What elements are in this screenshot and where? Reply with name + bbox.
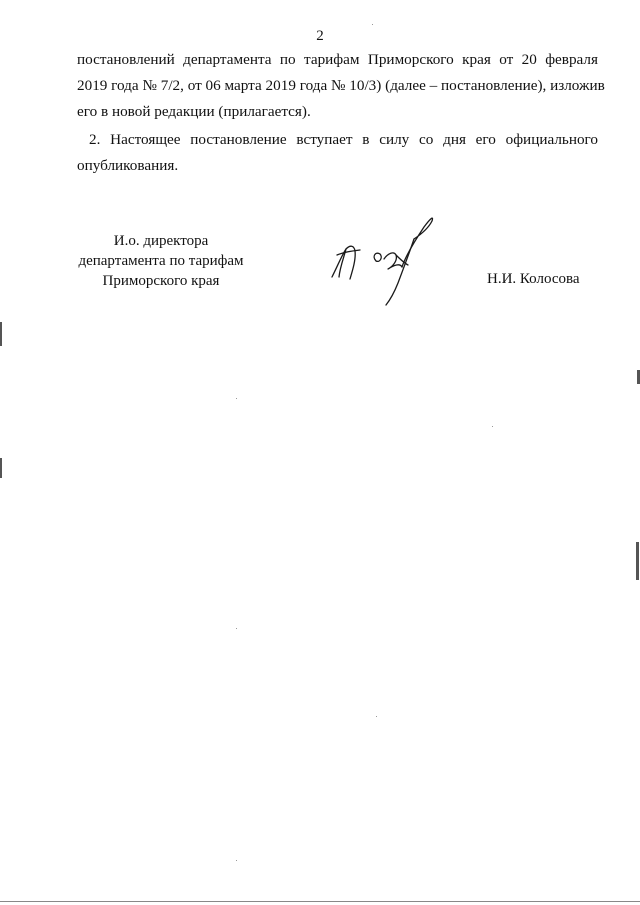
scan-edge-mark [636, 542, 639, 580]
paragraph-line: 2. Настоящее постановление вступает в силу со дня его официального [89, 131, 598, 148]
scan-speck [492, 426, 493, 427]
scan-speck [372, 24, 373, 25]
scan-edge-mark [0, 458, 2, 478]
page-number: 2 [316, 28, 324, 44]
scan-speck [236, 628, 237, 629]
signatory-name: Н.И. Колосова [487, 271, 580, 287]
paragraph-effective-date [77, 127, 598, 179]
scan-speck [236, 860, 237, 861]
position-line: департамента по тарифам [78, 253, 244, 269]
paragraph-line: 2019 года № 7/2, от 06 марта 2019 года № 10/3) (далее – постановление), изложив [77, 77, 605, 94]
handwritten-signature [320, 205, 440, 310]
position-line: Приморского края [102, 273, 220, 289]
scan-speck [236, 398, 237, 399]
paragraph-line: опубликования. [77, 157, 179, 174]
paragraph-amendment [77, 47, 605, 125]
scan-edge-mark [0, 322, 2, 346]
paragraph-line: постановлений департамента по тарифам Приморского края от 20 февраля [77, 51, 598, 68]
paragraph-line: его в новой редакции (прилагается). [77, 103, 311, 120]
signatory-position [50, 231, 272, 291]
position-line: И.о. директора [113, 233, 209, 249]
scan-speck [376, 716, 377, 717]
scan-bottom-edge [0, 901, 640, 902]
